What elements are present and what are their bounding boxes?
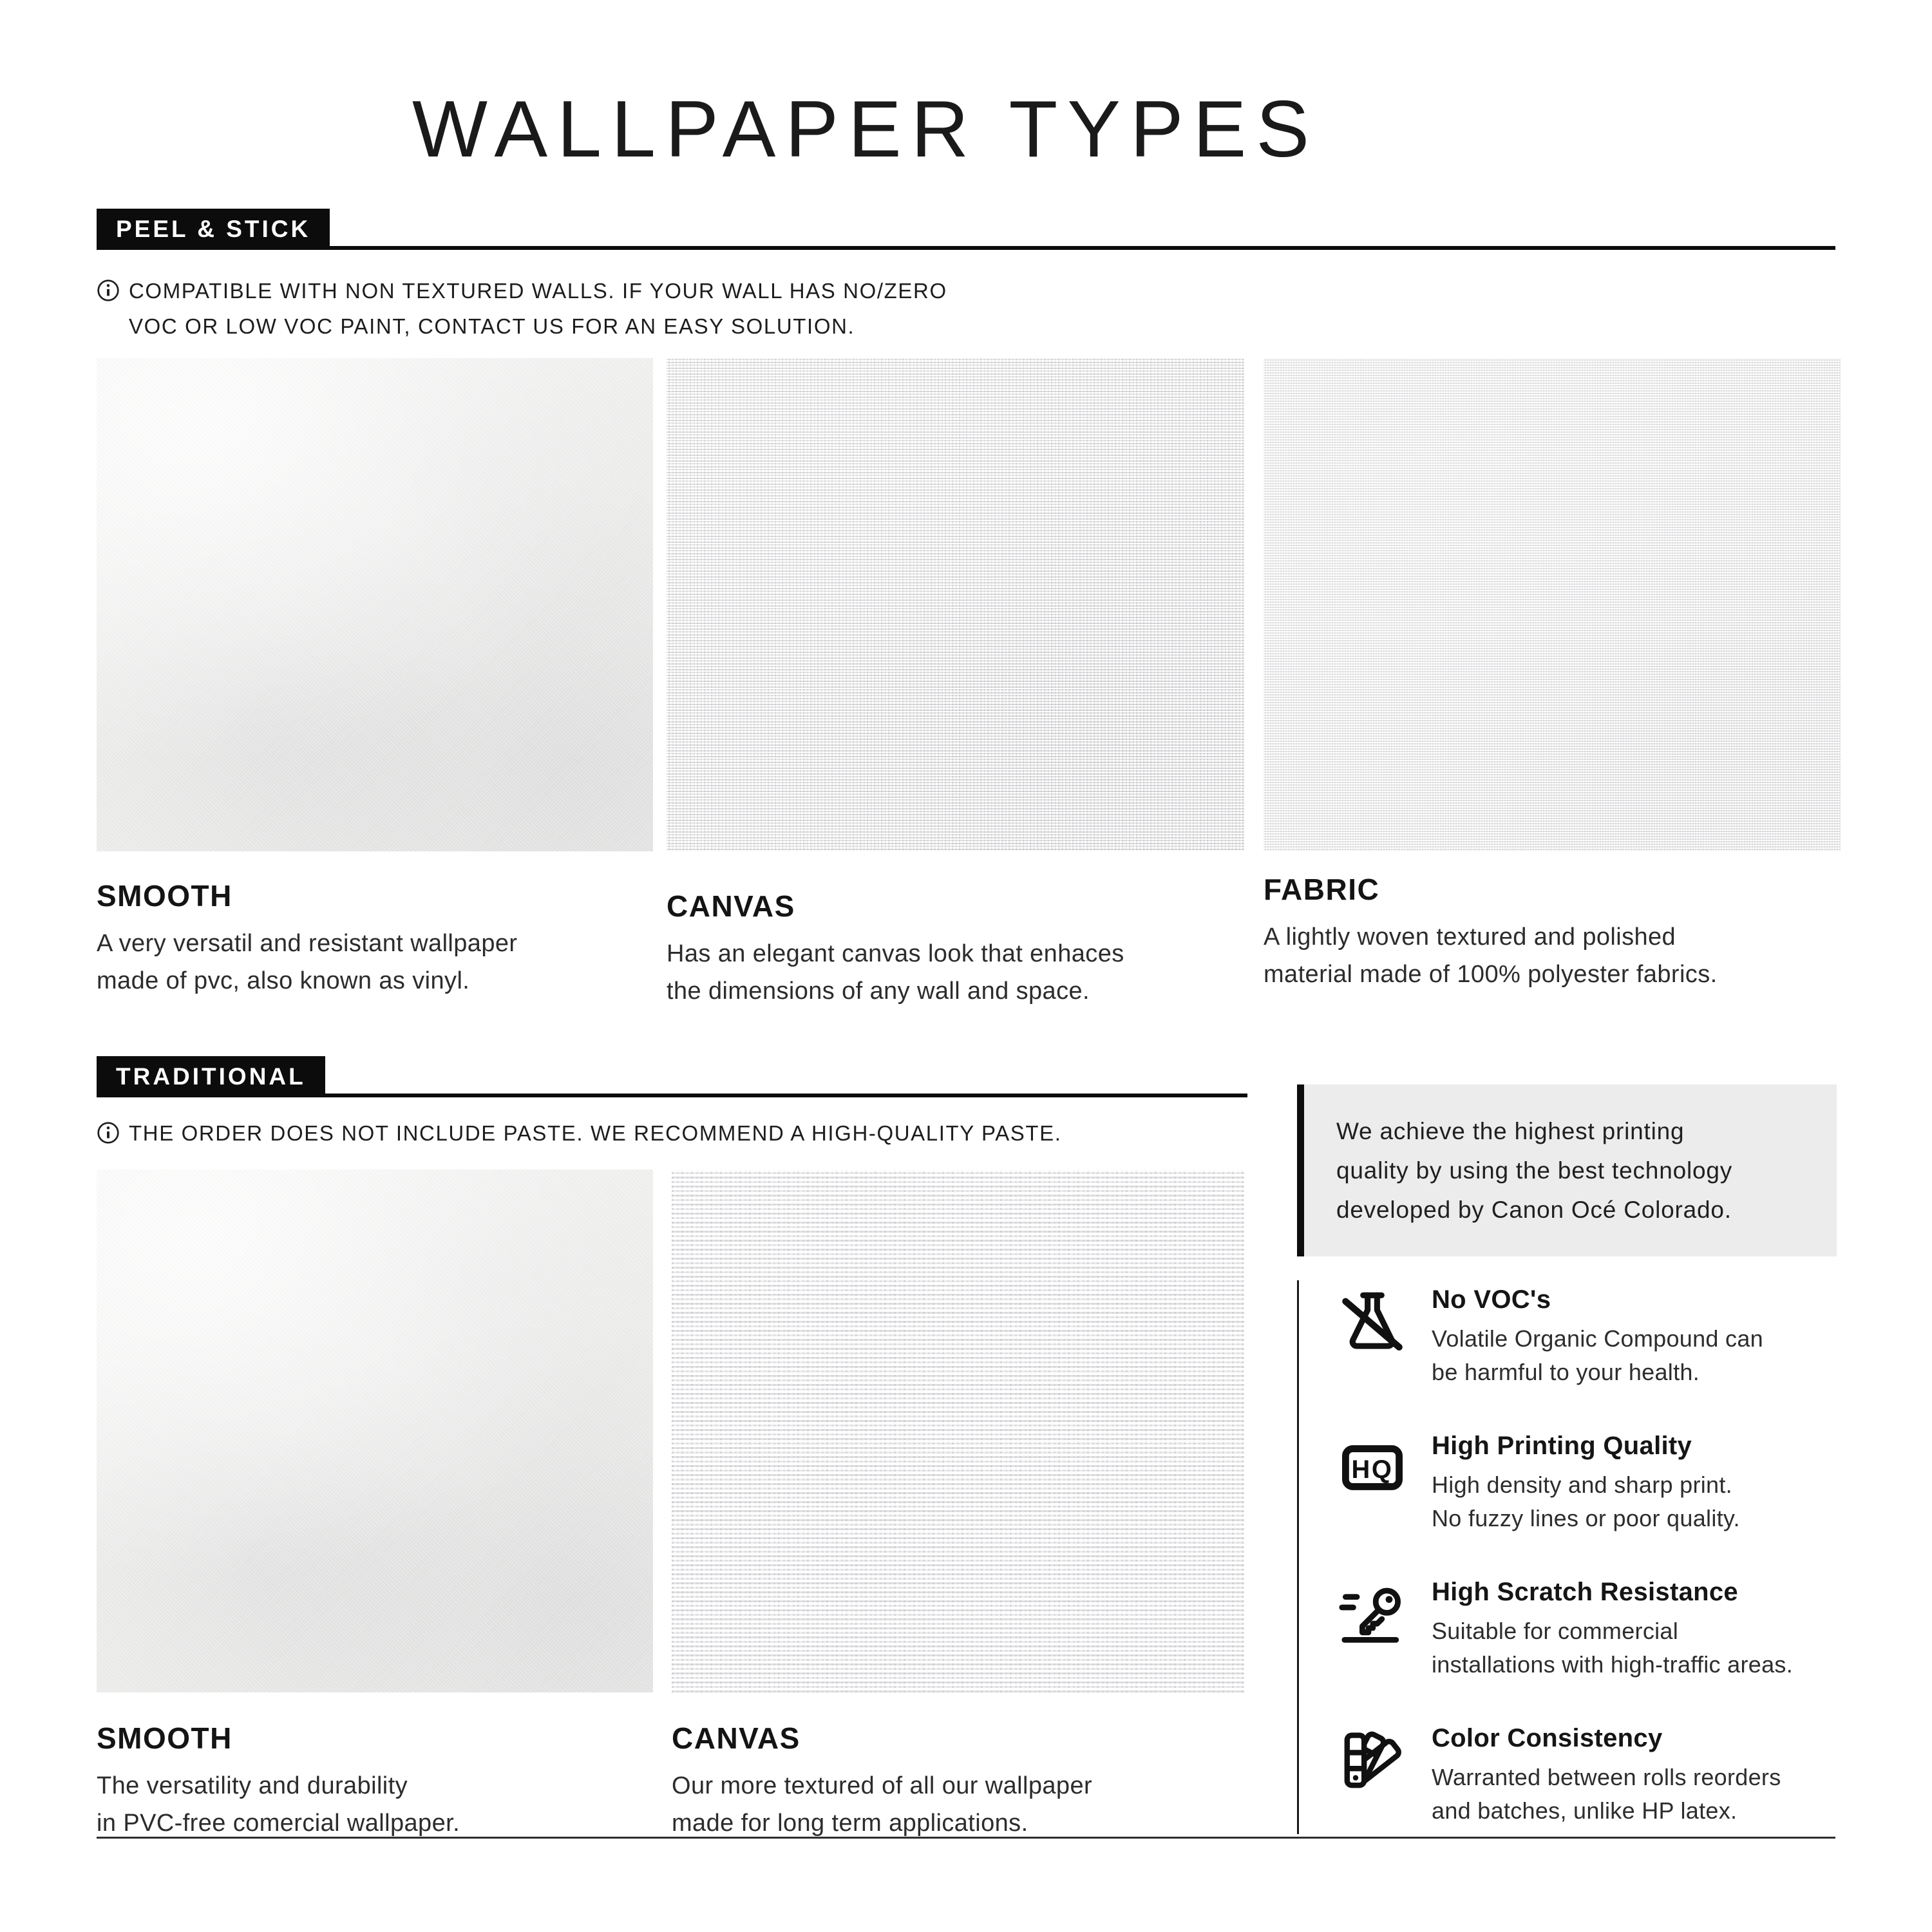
type-name: SMOOTH	[97, 879, 232, 913]
traditional-canvas-column	[672, 1170, 1244, 1842]
bottom-divider	[97, 1837, 1835, 1839]
feature-text: High Scratch Resistance Suitable for commercial installations with high-traffic areas.	[1432, 1578, 1793, 1678]
type-name: SMOOTH	[97, 1721, 232, 1755]
type-description: A lightly woven textured and polished material made of 100% polyester fabrics.	[1264, 923, 1718, 988]
page-title: WALLPAPER TYPES	[412, 85, 1320, 174]
type-name: CANVAS	[672, 1721, 800, 1755]
canvas-texture-swatch	[667, 358, 1244, 851]
traditional-note	[97, 1115, 1062, 1151]
traditional-section-header	[97, 1052, 1247, 1097]
type-description: The versatility and durability in PVC-free comercial wallpaper.	[97, 1772, 460, 1837]
peel-stick-fabric-column	[1264, 358, 1841, 993]
no-voc-flask-icon	[1335, 1285, 1410, 1389]
color-swatches-fan-icon	[1335, 1724, 1410, 1828]
type-description: Has an elegant canvas look that enhaces the dimensions of any wall and space.	[667, 940, 1124, 1005]
type-name: CANVAS	[667, 889, 795, 923]
info-circle-icon	[97, 279, 120, 302]
printing-quality-panel: We achieve the highest printing quality by using the best technology developed by Canon Océ Colorado.	[1297, 1084, 1837, 1256]
smooth-texture-swatch	[97, 1170, 653, 1692]
fabric-texture-swatch	[1264, 358, 1841, 851]
peel-stick-note-text: COMPATIBLE WITH NON TEXTURED WALLS. IF YOUR WALL HAS NO/ZERO VOC OR LOW VOC PAINT, CONTACT US FOR AN EASY SOLUTION.	[129, 279, 947, 338]
feature-text: No VOC's Volatile Organic Compound can be harmful to your health.	[1432, 1285, 1764, 1385]
type-description: Our more textured of all our wallpaper made for long term applications.	[672, 1772, 1093, 1837]
scratch-resistant-key-icon	[1335, 1578, 1410, 1681]
peel-stick-canvas-column	[667, 358, 1244, 1010]
traditional-badge: TRADITIONAL	[97, 1056, 325, 1097]
traditional-smooth-column	[97, 1170, 653, 1842]
feature-no-vocs	[1335, 1285, 1857, 1389]
feature-color-consistency	[1335, 1724, 1857, 1828]
info-circle-icon	[97, 1121, 120, 1144]
smooth-texture-swatch	[97, 358, 653, 851]
peel-stick-smooth-column	[97, 358, 653, 999]
peel-stick-badge: PEEL & STICK	[97, 209, 330, 250]
svg-text:HQ: HQ	[1351, 1455, 1394, 1484]
feature-text: High Printing Quality High density and sharp print. No fuzzy lines or poor quality.	[1432, 1432, 1740, 1531]
type-description: A very versatil and resistant wallpaper made of pvc, also known as vinyl.	[97, 930, 518, 994]
feature-list	[1297, 1280, 1857, 1834]
type-name: FABRIC	[1264, 873, 1380, 906]
canvas-coarse-texture-swatch	[672, 1170, 1244, 1692]
feature-high-printing-quality	[1335, 1432, 1857, 1535]
traditional-note-text: THE ORDER DOES NOT INCLUDE PASTE. WE RECOMMEND A HIGH-QUALITY PASTE.	[129, 1121, 1062, 1145]
feature-high-scratch-resistance	[1335, 1578, 1857, 1681]
peel-stick-section-header	[97, 205, 1835, 250]
feature-text: Color Consistency Warranted between rolls reorders and batches, unlike HP latex.	[1432, 1724, 1781, 1824]
hq-badge-icon	[1335, 1432, 1410, 1535]
peel-stick-note	[97, 273, 947, 344]
